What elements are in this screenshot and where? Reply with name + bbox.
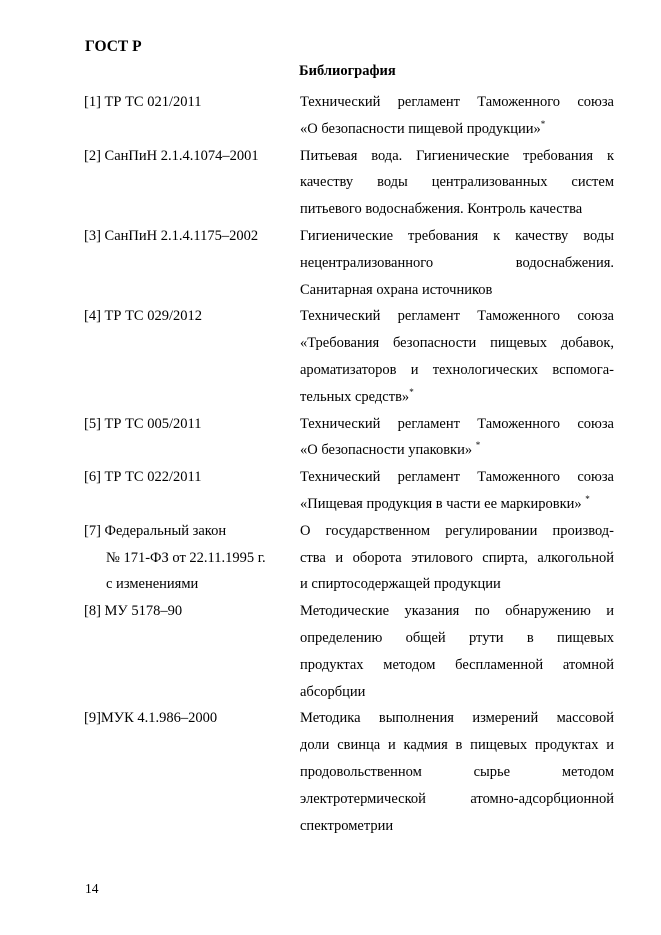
description-text: ства и оборота этилового спирта, алкогольной (300, 549, 614, 566)
description-line (300, 384, 614, 411)
entry-reference (84, 89, 300, 143)
reference-line: [4] ТР ТС 029/2012 (84, 308, 203, 325)
description-text: Технический регламент Таможенного союза (300, 308, 614, 325)
description-line (300, 303, 614, 330)
description-text: спектрометрии (300, 817, 394, 834)
description-line (300, 143, 614, 170)
footnote-marker: * (585, 493, 590, 504)
description-line (300, 464, 614, 491)
bibliography-entry (84, 223, 614, 303)
description-text: Технический регламент Таможенного союза (300, 94, 614, 110)
description-line (300, 545, 614, 572)
description-text: определению общей ртути в пищевых (300, 629, 614, 646)
entry-description (300, 303, 614, 410)
description-text: тельных средств» (300, 388, 410, 405)
entry-reference (84, 518, 300, 598)
reference-line: [3] СанПиН 2.1.4.1175–2002 (84, 227, 259, 244)
bibliography-list (84, 89, 614, 839)
description-line (300, 786, 614, 813)
description-line (300, 813, 614, 840)
entry-reference (84, 143, 300, 223)
entry-description (300, 411, 614, 465)
entry-reference (84, 464, 300, 518)
bibliography-entry (84, 89, 614, 143)
bibliography-entry (84, 518, 614, 598)
description-text: доли свинца и кадмия в пищевых продуктах и (300, 737, 614, 754)
description-line (300, 357, 614, 384)
description-text: «Пищевая продукция в части ее маркировки» (300, 495, 586, 512)
reference-line: № 171-ФЗ от 22.11.1995 г. (106, 549, 266, 566)
entry-description (300, 143, 614, 223)
entry-description (300, 705, 614, 839)
description-text: Гигиенические требования к качеству воды (300, 227, 614, 244)
entry-reference (84, 223, 300, 303)
reference-line: [6] ТР ТС 022/2011 (84, 469, 202, 486)
description-line (300, 705, 614, 732)
description-line (300, 571, 614, 598)
entry-reference (84, 598, 300, 705)
page-number: 14 (85, 881, 99, 896)
footnote-marker: * (540, 118, 546, 129)
bibliography-entry (84, 705, 614, 839)
description-text: и спиртосодержащей продукции (300, 576, 501, 593)
description-line (300, 411, 614, 438)
description-text: О государственном регулировании производ- (300, 522, 614, 539)
entry-description (300, 223, 614, 303)
description-line (300, 89, 614, 116)
reference-line: [1] ТР ТС 021/2011 (84, 94, 202, 110)
bibliography-entry (84, 143, 614, 223)
entry-description (300, 89, 614, 143)
description-line (300, 223, 614, 250)
entry-reference (84, 303, 300, 410)
description-text: Санитарная охрана источников (300, 281, 493, 298)
reference-line: [7] Федеральный закон (84, 522, 227, 539)
description-line (300, 116, 614, 143)
bibliography-entry (84, 598, 614, 705)
description-line (300, 518, 614, 545)
description-text: электротермической атомно-адсорбционной (300, 790, 614, 807)
reference-line: с изменениями (106, 576, 199, 593)
description-line (300, 598, 614, 625)
bibliography-entry (84, 411, 614, 465)
description-text: «О безопасности пищевой продукции» (300, 120, 541, 137)
entry-reference (84, 705, 300, 839)
description-text: нецентрализованного водоснабжения. (300, 254, 614, 271)
entry-reference (84, 411, 300, 465)
description-text: качеству воды централизованных систем (300, 174, 614, 191)
description-line (300, 196, 614, 223)
reference-line: [9]МУК 4.1.986–2000 (84, 710, 218, 727)
description-text: «Требования безопасности пищевых добавок, (300, 335, 614, 352)
description-text: Технический регламент Таможенного союза (300, 469, 614, 486)
description-line (300, 277, 614, 304)
description-line (300, 652, 614, 679)
description-text: абсорбции (300, 683, 366, 700)
description-text: Методические указания по обнаружению и (300, 603, 614, 620)
description-line (300, 491, 614, 518)
description-text: Технический регламент Таможенного союза (300, 415, 614, 432)
description-text: питьевого водоснабжения. Контроль качества (300, 201, 583, 218)
bibliography-title: Библиография (299, 63, 396, 79)
description-text: Питьевая вода. Гигиенические требования к (300, 147, 614, 164)
description-line (300, 625, 614, 652)
footnote-marker: * (475, 440, 481, 451)
reference-line: [2] СанПиН 2.1.4.1074–2001 (84, 147, 259, 164)
description-text: продуктах методом беспламенной атомной (300, 656, 614, 673)
description-line (300, 759, 614, 786)
reference-line: [5] ТР ТС 005/2011 (84, 415, 202, 432)
description-line (300, 169, 614, 196)
description-text: «О безопасности упаковки» (300, 442, 476, 459)
description-line (300, 437, 614, 464)
description-text: ароматизаторов и технологических вспомога- (300, 361, 614, 378)
description-text: продовольственном сырье методом (300, 763, 614, 780)
reference-line: [8] МУ 5178–90 (84, 603, 183, 620)
standard-header: ГОСТ Р (85, 38, 142, 55)
description-line (300, 679, 614, 706)
description-line (300, 732, 614, 759)
entry-description (300, 598, 614, 705)
entry-description (300, 464, 614, 518)
entry-description (300, 518, 614, 598)
description-text: Методика выполнения измерений массовой (300, 710, 614, 727)
description-line (300, 250, 614, 277)
bibliography-entry (84, 464, 614, 518)
description-line (300, 330, 614, 357)
bibliography-entry (84, 303, 614, 410)
footnote-marker: * (409, 386, 414, 397)
